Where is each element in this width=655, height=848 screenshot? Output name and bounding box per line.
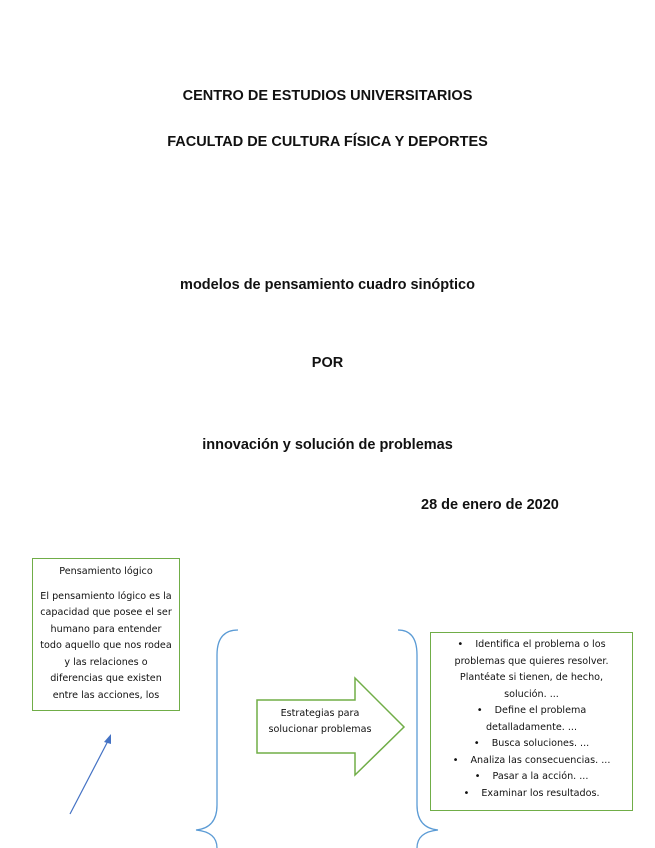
document-topic: modelos de pensamiento cuadro sinóptico <box>180 277 475 293</box>
step-item: • Examinar los resultados. <box>463 787 600 799</box>
course-name: innovación y solución de problemas <box>202 437 453 453</box>
by-label: POR <box>311 355 344 371</box>
bullet-icon: • <box>463 787 470 799</box>
logic-box-body: El pensamiento lógico es la capacidad que posee el ser humano para entender todo aquello que nos rodea y las relaciones o diferencias que existen entre las acciones, los <box>40 590 172 701</box>
institution-name: CENTRO DE ESTUDIOS UNIVERSITARIOS <box>182 88 473 104</box>
step-item: • Define el problema detalladamente. ... <box>476 705 587 733</box>
pointer-arrow-line <box>70 739 109 814</box>
bullet-icon: • <box>457 639 464 650</box>
pointer-arrowhead <box>104 734 111 744</box>
bullet-icon: • <box>452 754 459 766</box>
step-item: • Busca soluciones. ... <box>473 738 590 749</box>
bullet-icon: • <box>476 705 483 716</box>
bullet-icon: • <box>474 771 481 782</box>
faculty-name: FACULTAD DE CULTURA FÍSICA Y DEPORTES <box>167 134 488 150</box>
step-item: • Identifica el problema o los problemas que quieres resolver. Plantéate si tienen, de hecho, solución. ... <box>454 639 609 700</box>
left-brace <box>196 630 238 848</box>
step-item: • Pasar a la acción. ... <box>474 771 589 782</box>
logic-thinking-box <box>32 558 180 711</box>
steps-list <box>439 637 624 802</box>
steps-box <box>430 632 633 811</box>
document-date: 28 de enero de 2020 <box>421 497 559 513</box>
logic-box-title: Pensamiento lógico <box>59 566 153 577</box>
bullet-icon: • <box>473 738 480 749</box>
step-item: • Analiza las consecuencias. ... <box>452 754 611 766</box>
arrow-label: Estrategias para solucionar problemas <box>268 708 372 735</box>
